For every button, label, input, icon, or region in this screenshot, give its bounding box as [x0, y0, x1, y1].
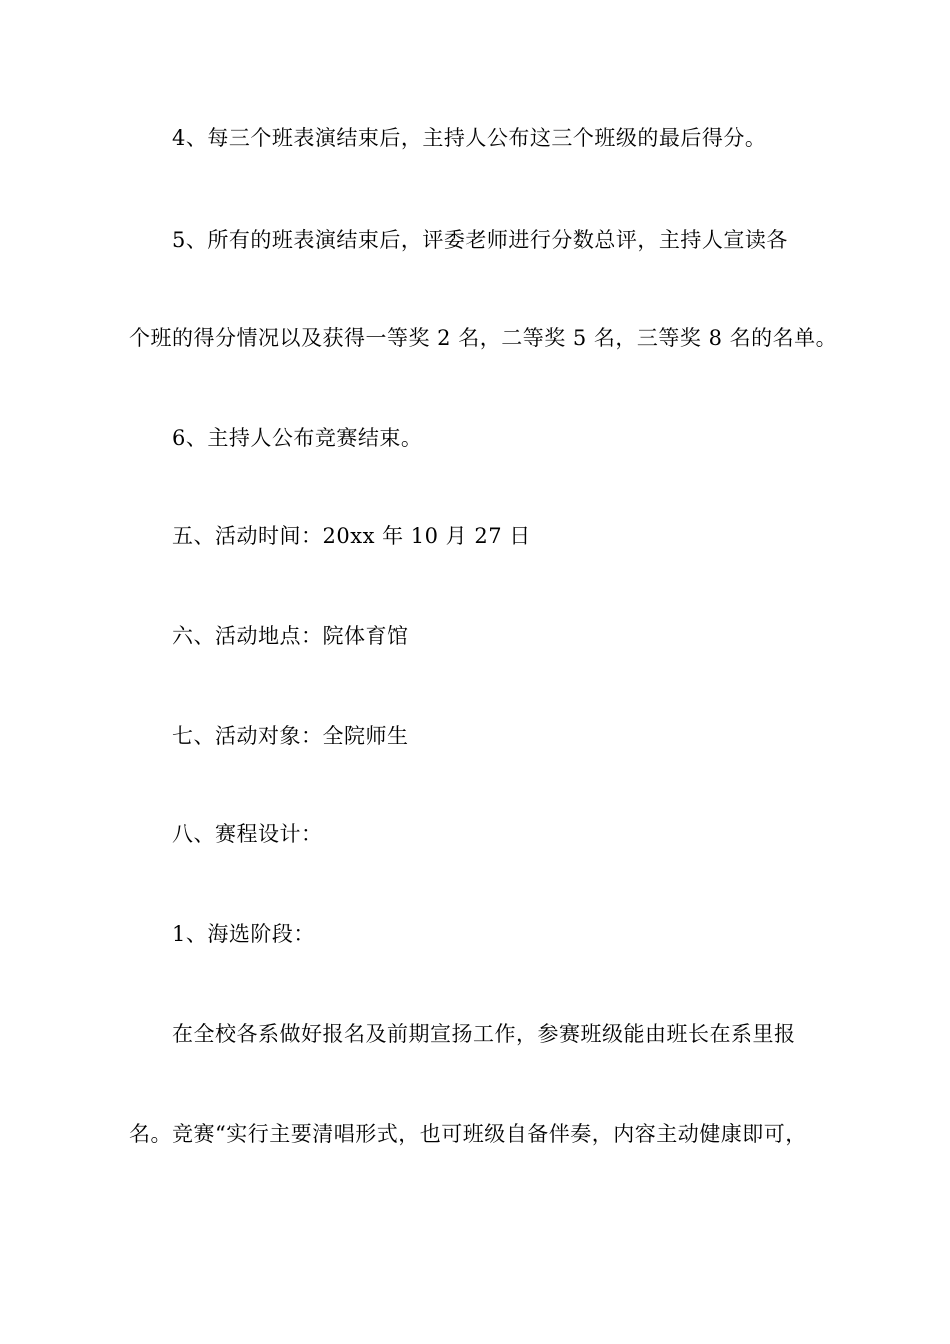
paragraph-line-4: 6、主持人公布竞赛结束。	[172, 426, 423, 450]
section-activity-time: 五、活动时间：20xx 年 10 月 27 日	[172, 524, 531, 548]
section-activity-audience: 七、活动对象：全院师生	[172, 724, 409, 748]
paragraph-line-10: 在全校各系做好报名及前期宣扬工作，参赛班级能由班长在系里报	[172, 1022, 796, 1046]
subsection-audition-stage: 1、海选阶段：	[172, 922, 315, 946]
section-activity-location: 六、活动地点：院体育馆	[172, 624, 409, 648]
paragraph-line-11: 名。竞赛“实行主要清唱形式，也可班级自备伴奏，内容主动健康即可，	[129, 1122, 807, 1146]
section-schedule-design: 八、赛程设计：	[172, 822, 323, 846]
paragraph-line-3: 个班的得分情况以及获得一等奖 2 名，二等奖 5 名，三等奖 8 名的名单。	[129, 326, 838, 350]
paragraph-line-1: 4、每三个班表演结束后，主持人公布这三个班级的最后得分。	[172, 126, 767, 150]
paragraph-line-2: 5、所有的班表演结束后，评委老师进行分数总评，主持人宣读各	[172, 228, 788, 252]
